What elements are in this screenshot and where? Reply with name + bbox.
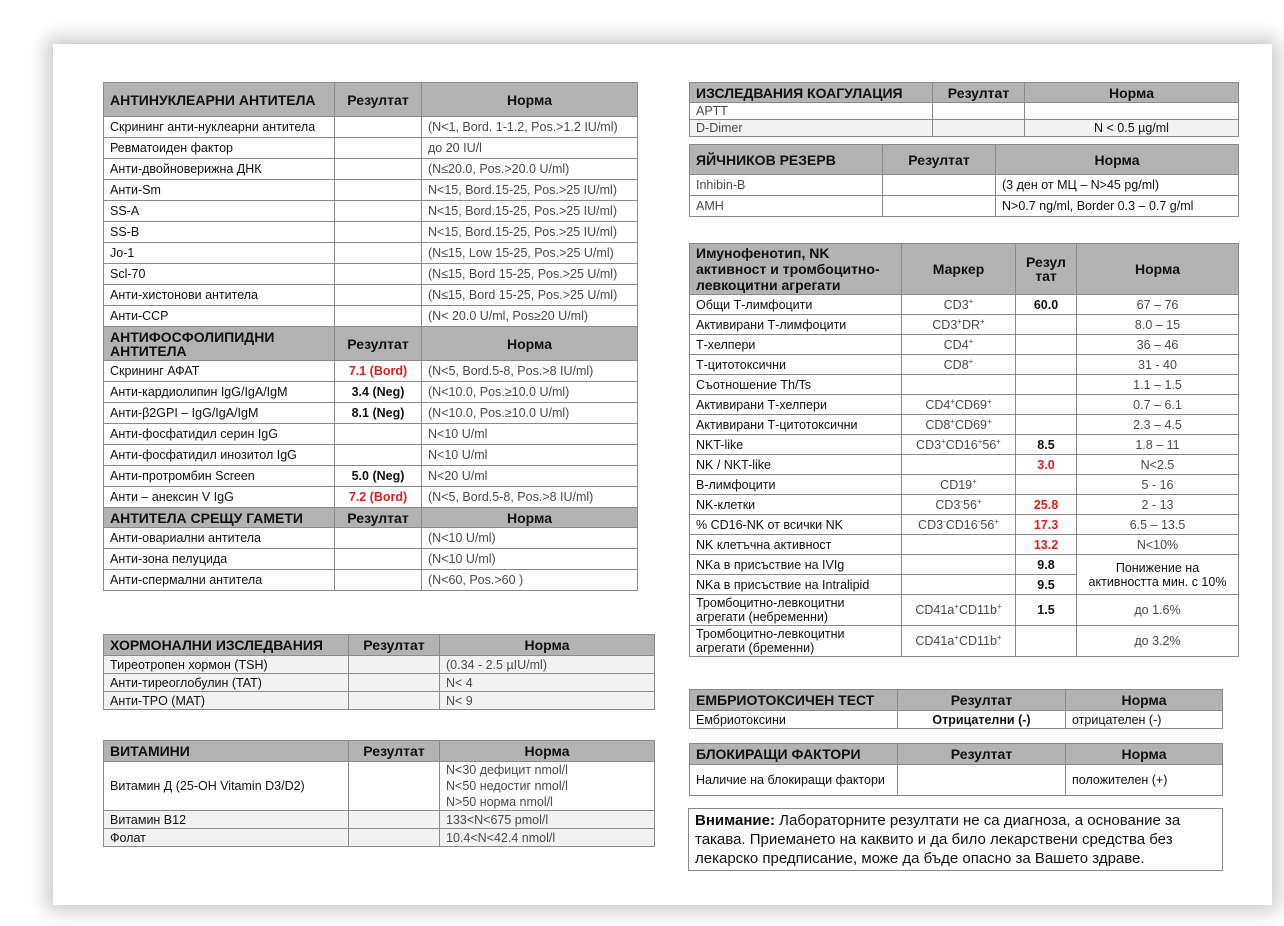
test-norm: N<10 U/ml [422,424,638,445]
test-name: Активирани Т-хелпери [690,395,902,415]
test-result [335,445,422,466]
test-name: Scl-70 [104,264,335,285]
table-row [690,315,1239,335]
marker: CD3+CD16+56+ [902,435,1016,455]
table-row [690,435,1239,455]
test-result: 7.2 (Bord) [335,487,422,508]
table-row [104,674,655,692]
table-row [690,626,1239,657]
table-row [690,375,1239,395]
test-name: Анти-CCP [104,306,335,327]
test-result [1016,335,1077,355]
embryotoxic-table [689,689,1223,729]
test-norm: N<15, Bord.15-25, Pos.>25 IU/ml) [422,201,638,222]
table-row [104,549,638,570]
test-name: Inhibin-B [690,175,883,196]
table-row [104,201,638,222]
test-norm: (N<10 U/ml) [422,528,638,549]
test-norm: 6.5 – 13.5 [1077,515,1239,535]
test-name: Т-хелпери [690,335,902,355]
test-name: Ревматоиден фактор [104,138,335,159]
norm-column-header: Норма [422,83,638,117]
table-row [690,395,1239,415]
test-result [335,570,422,591]
table-row [690,711,1223,729]
test-norm: (N≤15, Bord 15-25, Pos.>25 U/ml) [422,264,638,285]
table-row [104,382,638,403]
test-result [335,528,422,549]
test-result: Отрицателни (-) [898,711,1066,729]
test-result [335,549,422,570]
test-norm: 5 - 16 [1077,475,1239,495]
hormones-table [103,634,655,710]
norm-line: N>50 норма nmol/l [446,795,553,809]
section-title: АНТИФОСФОЛИПИДНИ АНТИТЕЛА [104,327,335,361]
test-name: D-Dimer [690,120,933,137]
test-name: SS-A [104,201,335,222]
table-row [690,475,1239,495]
section-title: ИЗСЛЕДВАНИЯ КОАГУЛАЦИЯ [690,83,933,103]
marker: CD3+DR+ [902,315,1016,335]
test-name: Активирани Т-цитотоксични [690,415,902,435]
norm-column-header: Норма [1066,744,1223,765]
test-result [335,424,422,445]
test-result: 17.3 [1016,515,1077,535]
section-title: ХОРМОНАЛНИ ИЗСЛЕДВАНИЯ [104,635,349,656]
test-name: APTT [690,103,933,120]
test-name: Скрининг анти-нуклеарни антитела [104,117,335,138]
table-row [104,180,638,201]
test-result [1016,395,1077,415]
test-result: 5.0 (Neg) [335,466,422,487]
result-column-header: Резултат [898,690,1066,711]
test-norm: N< 9 [440,692,655,710]
table-row [690,495,1239,515]
test-result [349,811,440,829]
test-norm: N<15, Bord.15-25, Pos.>25 IU/ml) [422,180,638,201]
section-header [104,635,655,656]
result-column-header: Резултат [335,327,422,361]
table-row [690,595,1239,626]
section-header [104,83,638,117]
norm-column-header: Норма [1077,244,1239,295]
table-row [690,196,1239,217]
result-column-header: Резултат [933,83,1025,103]
table-row [690,175,1239,196]
test-norm: 8.0 – 15 [1077,315,1239,335]
test-name: NK-клетки [690,495,902,515]
test-name: SS-B [104,222,335,243]
test-norm: 0.7 – 6.1 [1077,395,1239,415]
test-name: Анти-тиреоглобулин (TAT) [104,674,349,692]
table-row [690,555,1239,575]
test-result [335,306,422,327]
table-row [104,264,638,285]
section-header [104,741,655,762]
test-norm: 36 – 46 [1077,335,1239,355]
norm-column-header: Норма [1025,83,1239,103]
table-row [104,656,655,674]
result-column-header: Резултат [349,741,440,762]
table-row [104,222,638,243]
test-result: 25.8 [1016,495,1077,515]
test-norm [1025,103,1239,120]
test-name: Анти-зона пелуцида [104,549,335,570]
test-name: Jo-1 [104,243,335,264]
test-name: Общи Т-лимфоцити [690,295,902,315]
test-norm: до 3.2% [1077,626,1239,657]
test-norm: N<10% [1077,535,1239,555]
test-norm: до 20 IU/l [422,138,638,159]
marker-column-header: Маркер [902,244,1016,295]
test-norm: (N<10.0, Pos.≥10.0 U/ml) [422,403,638,424]
antibodies-table [103,82,638,591]
section-title: Имунофенотип, NK активност и тромбоцитно-левкоцитни агрегати [690,244,902,295]
table-row [104,403,638,424]
table-row [104,762,655,811]
test-norm: N<20 U/ml [422,466,638,487]
test-result: 13.2 [1016,535,1077,555]
test-result [933,120,1025,137]
test-result [349,829,440,847]
test-name: Ембриотоксини [690,711,898,729]
test-norm: 10.4<N<42.4 nmol/l [440,829,655,847]
table-row [104,285,638,306]
section-title: ЯЙЧНИКОВ РЕЗЕРВ [690,145,883,175]
test-norm: (N<60, Pos.>60 ) [422,570,638,591]
test-result [335,243,422,264]
test-name: Активирани Т-лимфоцити [690,315,902,335]
table-row [690,535,1239,555]
test-name: Витамин Д (25-OH Vitamin D3/D2) [104,762,349,811]
table-row [690,103,1239,120]
norm-column-header: Норма [440,741,655,762]
test-norm: (N≤20.0, Pos.>20.0 U/ml) [422,159,638,180]
section-title: АНТИТЕЛА СРЕЩУ ГАМЕТИ [104,508,335,528]
test-norm: (N< 20.0 U/ml, Pos≥20 U/ml) [422,306,638,327]
test-name: NKa в присъствие на Intralipid [690,575,902,595]
test-name: Анти-Sm [104,180,335,201]
immunophenotype-table [689,243,1239,657]
test-name: Анти-фосфатидил серин IgG [104,424,335,445]
table-row [104,361,638,382]
notice-box [688,808,1223,871]
test-norm: N<2.5 [1077,455,1239,475]
vitamins-table [103,740,655,847]
test-norm: N<10 U/ml [422,445,638,466]
test-norm: 2.3 – 4.5 [1077,415,1239,435]
marker [902,555,1016,575]
test-norm: (N<5, Bord.5-8, Pos.>8 IU/ml) [422,487,638,508]
test-result [1016,355,1077,375]
test-norm: положителен (+) [1066,765,1223,796]
norm-column-header: Норма [1066,690,1223,711]
test-result [335,285,422,306]
test-norm: (N<10.0, Pos.≥10.0 U/ml) [422,382,638,403]
table-row [104,487,638,508]
table-row [690,120,1239,137]
norm-column-header: Норма [422,508,638,528]
test-name: Анти-TPO (MAT) [104,692,349,710]
marker: CD3+ [902,295,1016,315]
section-header [690,744,1223,765]
test-norm: (0.34 - 2.5 µIU/ml) [440,656,655,674]
test-result: 7.1 (Bord) [335,361,422,382]
test-norm: 2 - 13 [1077,495,1239,515]
test-name: NKT-like [690,435,902,455]
test-result [335,201,422,222]
table-row [104,424,638,445]
test-result [883,196,996,217]
test-name: Анти-двойноверижна ДНК [104,159,335,180]
test-result: 9.5 [1016,575,1077,595]
table-row [690,295,1239,315]
test-result [1016,375,1077,395]
test-result [1016,626,1077,657]
test-name: NK / NKT-like [690,455,902,475]
test-name: Анти – анексин V IgG [104,487,335,508]
marker: CD8+ [902,355,1016,375]
test-name: AMH [690,196,883,217]
test-result [349,762,440,811]
coagulation-table [689,82,1239,137]
test-norm: (3 ден от МЦ – N>45 pg/ml) [996,175,1239,196]
norm-line: N<30 дефицит nmol/l [446,763,568,777]
table-row [690,455,1239,475]
test-result: 1.5 [1016,595,1077,626]
marker: CD19+ [902,475,1016,495]
table-row [690,765,1223,796]
test-name: Тромбоцитно-левкоцитни агрегати (бременни) [690,626,902,657]
test-name: NK клетъчна активност [690,535,902,555]
marker [902,455,1016,475]
test-result [335,180,422,201]
test-norm: (N≤15, Low 15-25, Pos.>25 U/ml) [422,243,638,264]
table-row [104,811,655,829]
test-name: Тромбоцитно-левкоцитни агрегати (небременни) [690,595,902,626]
table-row [104,466,638,487]
result-column-header: Резултат [335,83,422,117]
test-result [349,692,440,710]
section-title: АНТИНУКЛЕАРНИ АНТИТЕЛА [104,83,335,117]
marker: CD4+CD69+ [902,395,1016,415]
test-name: Витамин B12 [104,811,349,829]
test-norm: (N<1, Bord. 1-1.2, Pos.>1.2 IU/ml) [422,117,638,138]
norm-column-header: Норма [422,327,638,361]
test-name: NKa в присъствие на IVIg [690,555,902,575]
section-header [690,690,1223,711]
test-norm: 31 - 40 [1077,355,1239,375]
test-name: Анти-овариални антитела [104,528,335,549]
test-result: 3.4 (Neg) [335,382,422,403]
test-result [349,656,440,674]
test-name: Скрининг АФАТ [104,361,335,382]
test-name: Анти-хистонови антитела [104,285,335,306]
test-name: Анти-спермални антитела [104,570,335,591]
test-result [933,103,1025,120]
table-row [104,445,638,466]
section-title: БЛОКИРАЩИ ФАКТОРИ [690,744,898,765]
test-norm: (N<5, Bord.5-8, Pos.>8 IU/ml) [422,361,638,382]
section-header [690,83,1239,103]
marker: CD41a+CD11b+ [902,626,1016,657]
test-result [1016,415,1077,435]
section-title: ЕМБРИОТОКСИЧЕН ТЕСТ [690,690,898,711]
test-norm: N<15, Bord.15-25, Pos.>25 IU/ml) [422,222,638,243]
test-name: Наличие на блокиращи фактори [690,765,898,796]
result-column-header: Резул тат [1016,244,1077,295]
marker: CD8+CD69+ [902,415,1016,435]
notice-label: Внимание: [695,812,775,829]
test-name: В-лимфоцити [690,475,902,495]
test-result [335,117,422,138]
test-name: Анти-фосфатидил инозитол IgG [104,445,335,466]
norm-line: N<50 недостиг nmol/l [446,779,568,793]
test-result: 3.0 [1016,455,1077,475]
section-header [690,244,1239,295]
test-result: 9.8 [1016,555,1077,575]
marker [902,375,1016,395]
test-result [898,765,1066,796]
marker: CD3-56+ [902,495,1016,515]
test-result: 8.1 (Neg) [335,403,422,424]
test-norm: (N<10 U/ml) [422,549,638,570]
test-name: Фолат [104,829,349,847]
test-name: % CD16-NK от всички NK [690,515,902,535]
test-result [349,674,440,692]
test-norm [440,762,655,811]
test-result: 60.0 [1016,295,1077,315]
test-name: Съотношение Th/Ts [690,375,902,395]
test-norm: 1.8 – 11 [1077,435,1239,455]
test-result [335,138,422,159]
table-row [104,829,655,847]
test-norm: Понижение на активността мин. с 10% [1077,555,1239,595]
blocking-factors-table [689,743,1223,796]
norm-column-header: Норма [440,635,655,656]
table-row [690,415,1239,435]
table-row [104,306,638,327]
section-header [690,145,1239,175]
notice-text: Лабораторните резултати не са диагноза, а основание за такава. Приемането на каквито и да било лекарствени средства без лекарско предписание, може да бъде опасно за Вашето здраве. [695,812,1181,867]
test-norm: отрицателен (-) [1066,711,1223,729]
test-norm: до 1.6% [1077,595,1239,626]
marker: CD4+ [902,335,1016,355]
table-row [104,243,638,264]
test-norm: 67 – 76 [1077,295,1239,315]
marker [902,575,1016,595]
section-header [104,327,638,361]
test-norm: N< 4 [440,674,655,692]
ovarian-reserve-table [689,144,1239,217]
test-name: Тиреотропен хормон (TSH) [104,656,349,674]
section-title: ВИТАМИНИ [104,741,349,762]
result-column-header: Резултат [883,145,996,175]
test-result: 8.5 [1016,435,1077,455]
table-row [104,692,655,710]
table-row [104,117,638,138]
test-norm: (N≤15, Bord 15-25, Pos.>25 U/ml) [422,285,638,306]
marker [902,535,1016,555]
test-result [1016,315,1077,335]
table-row [104,159,638,180]
test-norm: 1.1 – 1.5 [1077,375,1239,395]
test-result [1016,475,1077,495]
test-result [335,159,422,180]
test-result [883,175,996,196]
section-header [104,508,638,528]
table-row [690,355,1239,375]
test-result [335,264,422,285]
table-row [690,335,1239,355]
test-name: Анти-протромбин Screen [104,466,335,487]
table-row [104,570,638,591]
test-name: Анти-кардиолипин IgG/IgA/IgM [104,382,335,403]
test-norm: N < 0.5 µg/ml [1025,120,1239,137]
marker: CD41a+CD11b+ [902,595,1016,626]
marker: CD3-CD16-56+ [902,515,1016,535]
test-result [335,222,422,243]
test-name: Анти-β2GPI – IgG/IgA/IgM [104,403,335,424]
result-column-header: Резултат [335,508,422,528]
norm-column-header: Норма [996,145,1239,175]
test-norm: 133<N<675 pmol/l [440,811,655,829]
test-name: Т-цитотоксични [690,355,902,375]
table-row [104,528,638,549]
table-row [104,138,638,159]
table-row [690,515,1239,535]
result-column-header: Резултат [898,744,1066,765]
result-column-header: Резултат [349,635,440,656]
test-norm: N>0.7 ng/ml, Border 0.3 – 0.7 g/ml [996,196,1239,217]
